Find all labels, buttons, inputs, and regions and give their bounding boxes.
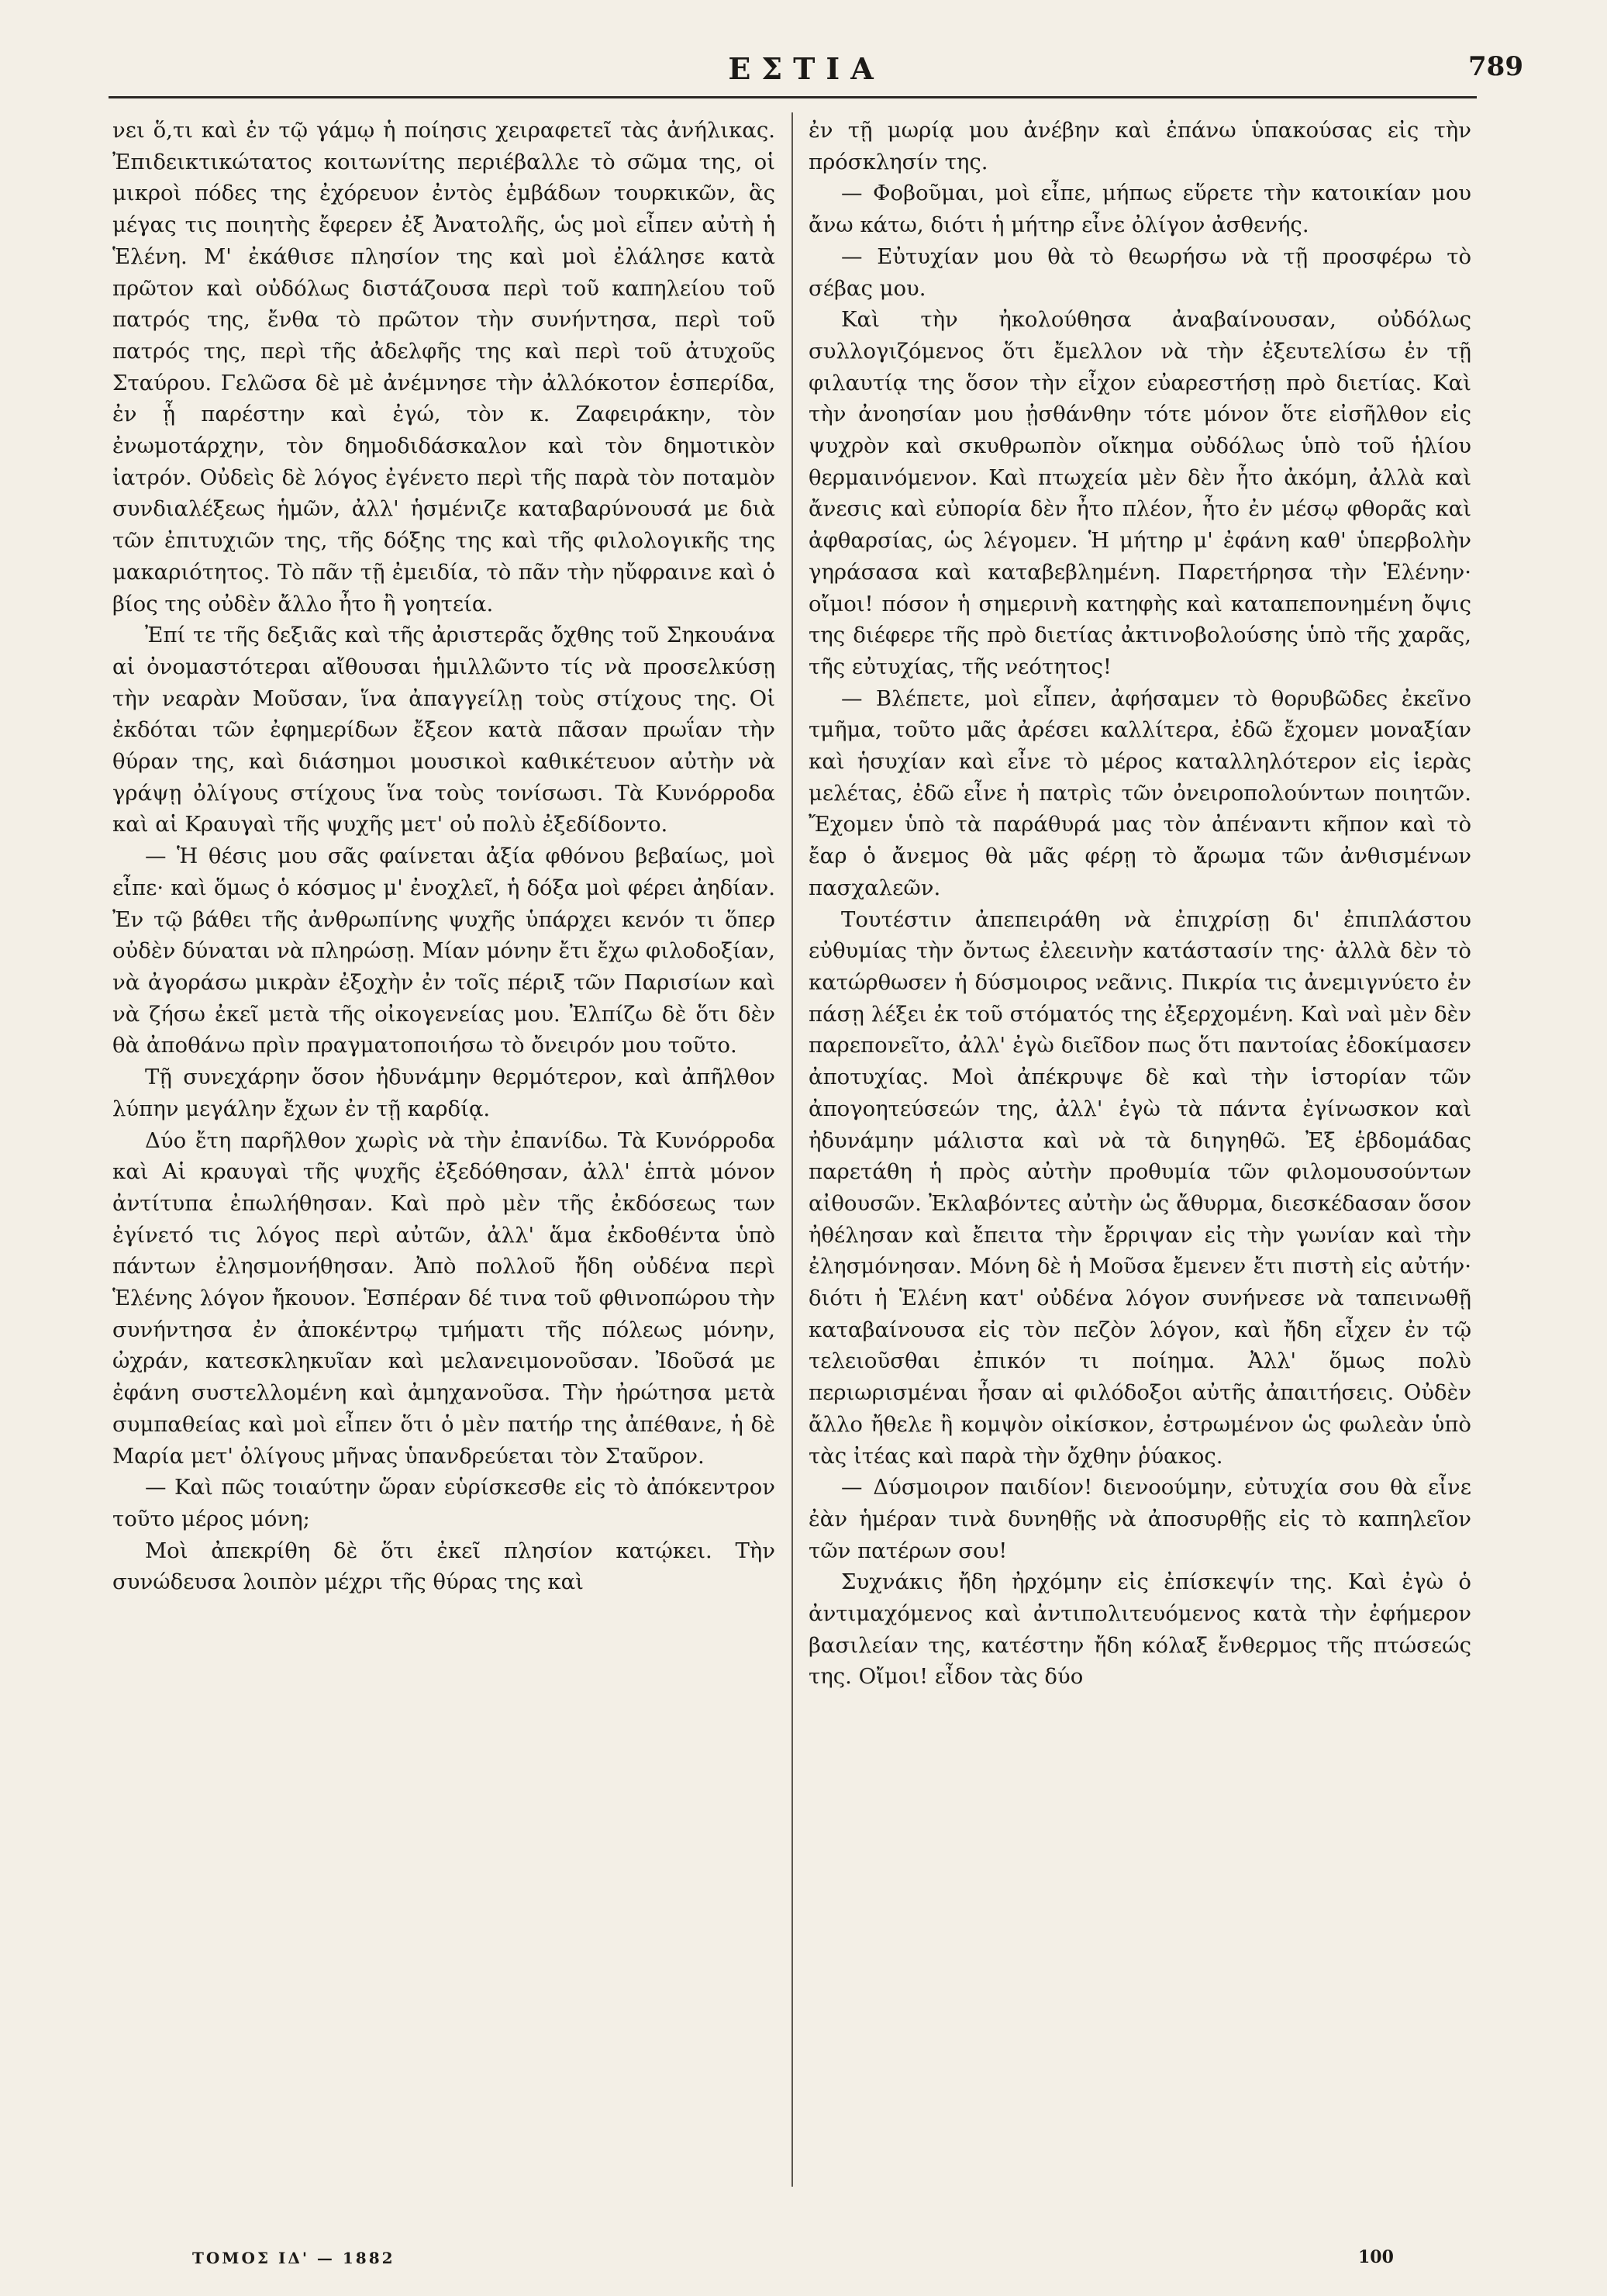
paragraph: ἐν τῇ μωρίᾳ μου ἀνέβην καὶ ἐπάνω ὑπακούσας εἰς τὴν πρόσκλησίν της.	[809, 118, 1471, 174]
paragraph: — Ἡ θέσις μου σᾶς φαίνεται ἀξία φθόνου βεβαίως, μοὶ εἶπε· καὶ ὅμως ὁ κόσμος μ' ἐνοχλεῖ, ἡ δόξα μοὶ φέρει ἀηδίαν. Ἐν τῷ βάθει τῆς ἀνθρωπίνης ψυχῆς ὑπάρχει κενόν τι ὅπερ οὐδὲν δύναται νὰ πληρώσῃ. Μίαν μόνην ἔτι ἔχω φιλοδοξίαν, νὰ ἀγοράσω μικρὰν ἐξοχὴν ἐν τοῖς πέριξ τῶν Παρισίων καὶ νὰ ζήσω ἐκεῖ μετὰ τῆς οἰκογενείας μου. Ἐλπίζω δὲ ὅτι δὲν θὰ ἀποθάνω πρὶν πραγματοποιήσω τὸ ὄνειρόν μου τοῦτο.	[112, 844, 775, 1058]
signature-number: 100	[1358, 2247, 1394, 2267]
paragraph: Τουτέστιν ἀπεπειράθη νὰ ἐπιχρίσῃ δι' ἐπιπλάστου εὐθυμίας τὴν ὄντως ἐλεεινὴν κατάστασίν της· ἀλλὰ δὲν τὸ κατώρθωσεν ἡ δύσμοιρος νεᾶνις. Πικρία τις ἀνεμιγνύετο ἐν πάσῃ λέξει ἐκ τοῦ στόματός της ἐξερχομένη. Καὶ ναὶ μὲν δὲν παρεπονεῖτο, ἀλλ' ἐγὼ διεῖδον πως ὅτι παντοίας ἐδοκίμασεν ἀποτυχίας. Μοὶ ἀπέκρυψε δὲ καὶ τὴν ἱστορίαν τῶν ἀπογοητεύσεών της, ἀλλ' ἐγὼ τὰ πάντα ἐγίνωσκον καὶ ἠδυνάμην μάλιστα καὶ νὰ τὰ διηγηθῶ. Ἐξ ἑβδομάδας παρετάθη ἡ πρὸς αὐτὴν προθυμία τῶν φιλομουσούντων αἰθουσῶν. Ἐκλαβόντες αὐτὴν ὡς ἄθυρμα, διεσκέδασαν ὅσον ἠθέλησαν καὶ ἔπειτα τὴν ἔρριψαν εἰς τὴν γωνίαν καὶ τὴν ἐλησμόνησαν. Μόνη δὲ ἡ Μοῦσα ἔμενεν ἔτι πιστὴ εἰς αὐτήν· διότι ἡ Ἑλένη κατ' οὐδένα λόγον συνήνεσε νὰ ταπεινωθῇ καταβαίνουσα εἰς τὸν πεζὸν λόγον, καὶ ἤδη εἶχεν ἐν τῷ τελειοῦσθαι ἐπικόν τι ποίημα. Ἀλλ' ὅμως πολὺ περιωρισμέναι ἦσαν αἱ φιλόδοξοι αὐτῆς ἀπαιτήσεις. Οὐδὲν ἄλλο ἤθελε ἢ κομψὸν οἰκίσκον, ἐστρωμένον ὡς φωλεὰν ὑπὸ τὰς ἰτέας καὶ παρὰ τὴν ὄχθην ῥύακος.	[809, 906, 1471, 1469]
paragraph: Μοὶ ἀπεκρίθη δὲ ὅτι ἐκεῖ πλησίον κατῴκει. Τὴν συνώδευσα λοιπὸν μέχρι τῆς θύρας της καὶ	[112, 1538, 775, 1595]
volume-year-footer: ΤΟΜΟΣ ΙΔ' — 1882	[192, 2249, 395, 2267]
paragraph: Συχνάκις ἤδη ἠρχόμην εἰς ἐπίσκεψίν της. Καὶ ἐγὼ ὁ ἀντιμαχόμενος καὶ ἀντιπολιτευόμενος κατὰ τὴν ἐφήμερον βασιλείαν της, κατέστην ἤδη κόλαξ ἔνθερμος τῆς πτώσεώς της. Οἴμοι! εἶδον τὰς δύο	[809, 1569, 1471, 1690]
paragraph: — Φοβοῦμαι, μοὶ εἶπε, μήπως εὕρετε τὴν κατοικίαν μου ἄνω κάτω, διότι ἡ μήτηρ εἶνε ὀλίγον ἀσθενής.	[809, 181, 1471, 238]
right-text-column	[809, 115, 1471, 2185]
paragraph: Καὶ τὴν ἠκολούθησα ἀναβαίνουσαν, οὐδόλως συλλογιζόμενος ὅτι ἔμελλον νὰ τὴν ἐξευτελίσω ἐν τῇ φιλαυτίᾳ της ὅσον τὴν εἶχον εὐαρεστήσῃ πρὸ διετίας. Καὶ τὴν ἀνοησίαν μου ᾐσθάνθην τότε μόνον ὅτε εἰσῆλθον εἰς ψυχρὸν καὶ σκυθρωπὸν οἴκημα οὐδόλως ὑπὸ τοῦ ἡλίου θερμαινόμενον. Καὶ πτωχεία μὲν δὲν ἦτο ἀκόμη, ἀλλὰ καὶ ἄνεσις καὶ εὐπορία δὲν ἦτο πλέον, ἦτο ἐν μέσῳ φθορᾶς καὶ ἀφθαρσίας, ὡς λέγομεν. Ἡ μήτηρ μ' ἐφάνη καθ' ὑπερβολὴν γηράσασα καὶ καταβεβλημένη. Παρετήρησα τὴν Ἑλένην· οἴμοι! πόσον ἡ σημερινὴ κατηφὴς καὶ καταπεπονημένη ὄψις της διέφερε τῆς πρὸ διετίας ἀκτινοβολούσης ὑπὸ τῆς χαρᾶς, τῆς εὐτυχίας, τῆς νεότητος!	[809, 307, 1471, 679]
paragraph: νει ὅ,τι καὶ ἐν τῷ γάμῳ ἡ ποίησις χειραφετεῖ τὰς ἀνήλικας. Ἐπιδεικτικώτατος κοιτωνίτης περιέβαλλε τὸ σῶμα της, οἱ μικροὶ πόδες της ἐχόρευον ἐντὸς ἐμβάδων τουρκικῶν, ἃς μέγας τις ποιητὴς ἔφερεν ἐξ Ἀνατολῆς, ὡς μοὶ εἶπεν αὐτὴ ἡ Ἑλένη. Μ' ἐκάθισε πλησίον της καὶ μοὶ ἐλάλησε κατὰ πρῶτον καὶ οὐδόλως διστάζουσα περὶ τοῦ καπηλείου τοῦ πατρός της, ἔνθα τὸ πρῶτον τὴν συνήντησα, περὶ τοῦ πατρός της, περὶ τῆς ἀδελφῆς της καὶ περὶ τοῦ ἀτυχοῦς Σταύρου. Γελῶσα δὲ μὲ ἀνέμνησε τὴν ἀλλόκοτον ἑσπερίδα, ἐν ᾗ παρέστην καὶ ἐγώ, τὸν κ. Ζαφειράκην, τὸν ἐνωμοτάρχην, τὸν δημοδιδάσκαλον καὶ τὸν δημοτικὸν ἰατρόν. Οὐδεὶς δὲ λόγος ἐγένετο περὶ τῆς παρὰ τὸν ποταμὸν συνδιαλέξεως ἡμῶν, ἀλλ' ἡσμένιζε καταβαρύνουσά με διὰ τῶν ἐπιτυχιῶν της, τῆς δόξης της καὶ τῆς φιλολογικῆς της μακαριότητος. Τὸ πᾶν τῇ ἐμειδία, τὸ πᾶν τὴν ηὔφραινε καὶ ὁ βίος της οὐδὲν ἄλλο ἦτο ἢ γοητεία.	[112, 118, 775, 616]
paragraph: Δύο ἔτη παρῆλθον χωρὶς νὰ τὴν ἐπανίδω. Τὰ Κυνόρροδα καὶ Αἱ κραυγαὶ τῆς ψυχῆς ἐξεδόθησαν, ἀλλ' ἑπτὰ μόνον ἀντίτυπα ἐπωλήθησαν. Καὶ πρὸ μὲν τῆς ἐκδόσεως των ἐγίνετό τις λόγος περὶ αὐτῶν, ἀλλ' ἅμα ἐκδοθέντα ὑπὸ πάντων ἐλησμονήθησαν. Ἀπὸ πολλοῦ ἤδη οὐδένα περὶ Ἑλένης λόγον ἤκουον. Ἑσπέραν δέ τινα τοῦ φθινοπώρου τὴν συνήντησα ἐν ἀποκέντρῳ τμήματι τῆς πόλεως μόνην, ὠχράν, κατεσκληκυῖαν καὶ μελανειμονοῦσαν. Ἰδοῦσά με ἐφάνη συστελλομένη καὶ ἀμηχανοῦσα. Τὴν ἠρώτησα μετὰ συμπαθείας καὶ μοὶ εἶπεν ὅτι ὁ μὲν πατήρ της ἀπέθανε, ἡ δὲ Μαρία μετ' ὀλίγους μῆνας ὑπανδρεύεται τὸν Σταῦρον.	[112, 1127, 775, 1469]
page-number: 789	[1468, 51, 1523, 82]
column-divider	[791, 112, 793, 2187]
header-rule	[109, 96, 1477, 98]
left-text-column	[112, 115, 775, 2185]
paragraph: — Εὐτυχίαν μου θὰ τὸ θεωρήσω νὰ τῇ προσφέρω τὸ σέβας μου.	[809, 243, 1471, 301]
paragraph: — Βλέπετε, μοὶ εἶπεν, ἀφήσαμεν τὸ θορυβῶδες ἐκεῖνο τμῆμα, τοῦτο μᾶς ἀρέσει καλλίτερα, ἐδῶ ἔχομεν μοναξίαν καὶ ἡσυχίαν καὶ εἶνε τὸ μέρος καταλληλότερον εἰς ἱερὰς μελέτας, ἐδῶ εἶνε ἡ πατρὶς τῶν ὀνειροπολούντων ποιητῶν. Ἔχομεν ὑπὸ τὰ παράθυρά μας τὸν ἀπέναντι κῆπον καὶ τὸ ἔαρ ὁ ἄνεμος θὰ μᾶς φέρῃ τὸ ἄρωμα τῶν ἀνθισμένων πασχαλεῶν.	[809, 685, 1471, 900]
paragraph: Τῇ συνεχάρην ὅσον ἠδυνάμην θερμότερον, καὶ ἀπῆλθον λύπην μεγάλην ἔχων ἐν τῇ καρδίᾳ.	[112, 1065, 775, 1121]
running-title: ΕΣΤΙΑ	[728, 51, 885, 86]
paragraph: — Δύσμοιρον παιδίον! διενοούμην, εὐτυχία σου θὰ εἶνε ἐὰν ἡμέραν τινὰ δυνηθῇς νὰ ἀποσυρθῇς εἰς τὸ καπηλεῖον τῶν πατέρων σου!	[809, 1475, 1471, 1563]
paragraph: — Καὶ πῶς τοιαύτην ὥραν εὑρίσκεσθε εἰς τὸ ἀπόκεντρον τοῦτο μέρος μόνη;	[112, 1475, 775, 1531]
paragraph: Ἐπί τε τῆς δεξιᾶς καὶ τῆς ἀριστερᾶς ὄχθης τοῦ Σηκουάνα αἱ ὀνομαστότεραι αἴθουσαι ἡμιλλῶντο τίς νὰ προσελκύσῃ τὴν νεαρὰν Μοῦσαν, ἵνα ἀπαγγείλῃ τοὺς στίχους της. Οἱ ἐκδόται τῶν ἐφημερίδων ἔξεον κατὰ πᾶσαν πρωΐαν τὴν θύραν της, καὶ διάσημοι μουσικοὶ καθικέτευον αὐτὴν νὰ γράψῃ ὀλίγους στίχους ἵνα τοὺς τονίσωσι. Τὰ Κυνόρροδα καὶ αἱ Κραυγαὶ τῆς ψυχῆς μετ' οὐ πολὺ ἐξεδίδοντο.	[112, 623, 775, 837]
